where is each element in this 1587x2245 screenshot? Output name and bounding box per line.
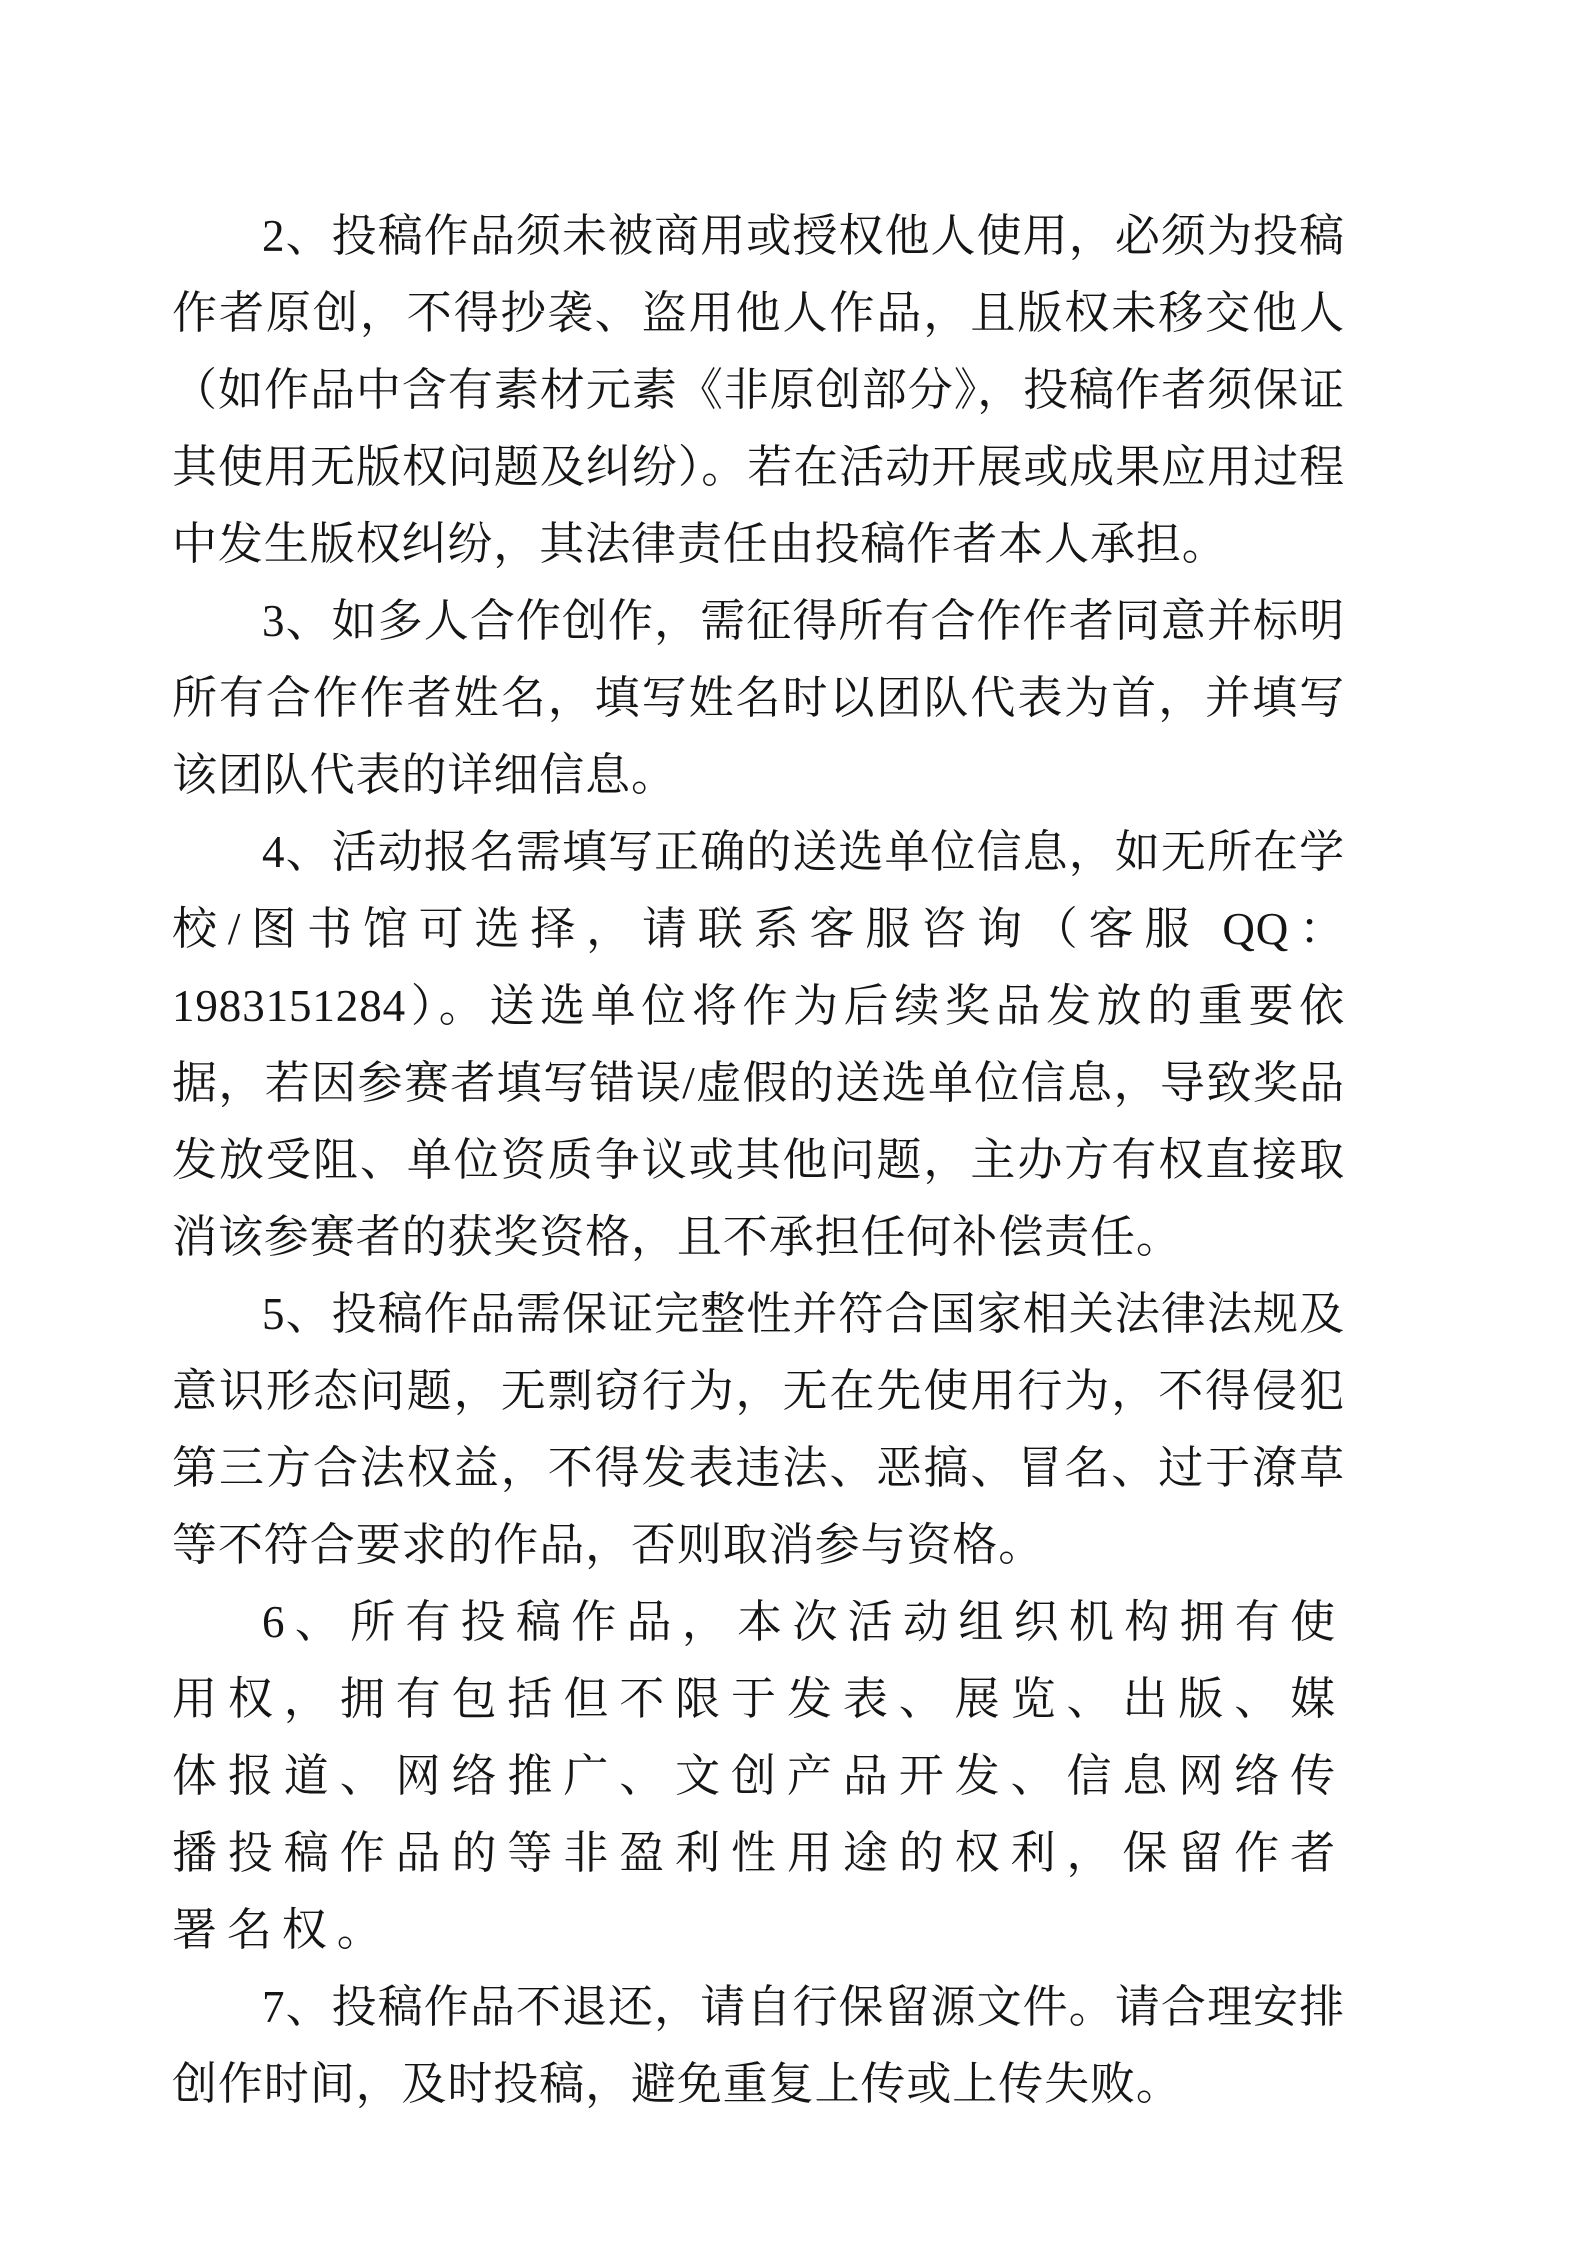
- clause-2-paragraph: 2、投稿作品须未被商用或授权他人使用，必须为投稿作者原创，不得抄袭、盗用他人作品，且版权未移交他人（如作品中含有素材元素《非原创部分》，投稿作者须保证其使用无版权问题及纠纷）。若在活动开展或成果应用过程中发生版权纠纷，其法律责任由投稿作者本人承担。: [172, 211, 1345, 569]
- document-body: [172, 198, 1345, 2123]
- clause-5-paragraph: 5、投稿作品需保证完整性并符合国家相关法律法规及意识形态问题，无剽窃行为，无在先使用行为，不得侵犯第三方合法权益，不得发表违法、恶搞、冒名、过于潦草等不符合要求的作品，否则取消参与资格。: [172, 1289, 1345, 1570]
- clause-4-paragraph: 4、活动报名需填写正确的送选单位信息，如无所在学校/图书馆可选择，请联系客服咨询（客服 QQ：1983151284）。送选单位将作为后续奖品发放的重要依据，若因参赛者填写错误/虚假的送选单位信息，导致奖品发放受阻、单位资质争议或其他问题，主办方有权直接取消该参赛者的获奖资格，且不承担任何补偿责任。: [172, 827, 1345, 1262]
- clause-7-paragraph: 7、投稿作品不退还，请自行保留源文件。请合理安排创作时间，及时投稿，避免重复上传或上传失败。: [172, 1982, 1345, 2109]
- clause-3-paragraph: 3、如多人合作创作，需征得所有合作作者同意并标明所有合作作者姓名，填写姓名时以团队代表为首，并填写该团队代表的详细信息。: [172, 596, 1345, 800]
- clause-6-paragraph: 6、所有投稿作品，本次活动组织机构拥有使用权，拥有包括但不限于发表、展览、出版、媒体报道、网络推广、文创产品开发、信息网络传播投稿作品的等非盈利性用途的权利，保留作者署名权。: [172, 1597, 1345, 1955]
